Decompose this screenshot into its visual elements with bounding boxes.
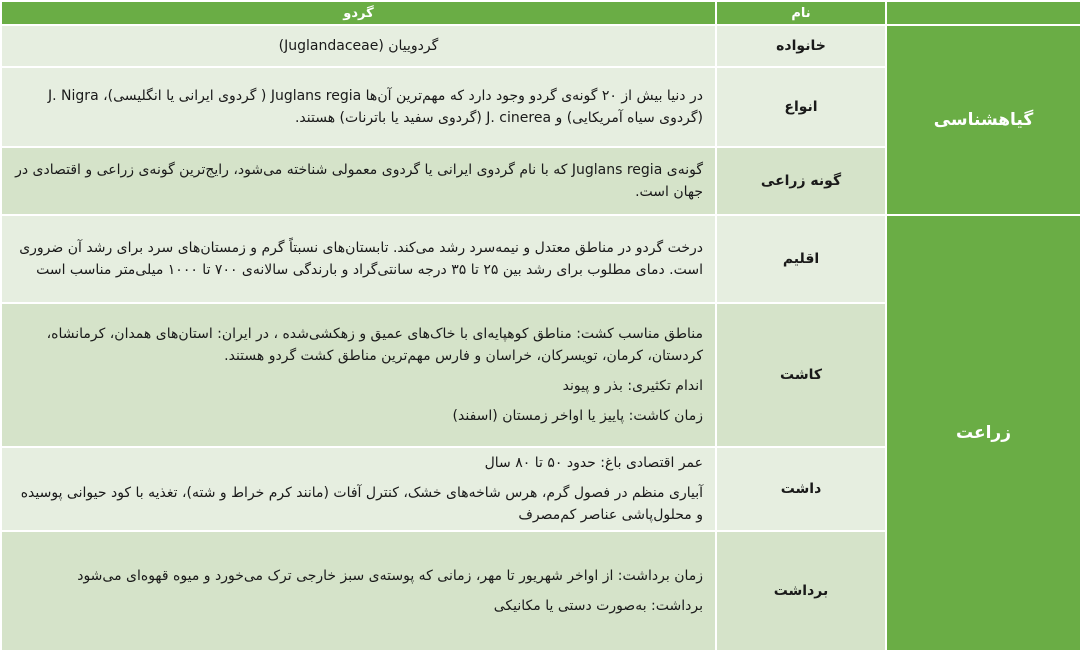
table-row-climate — [1, 215, 1080, 303]
desc-paragraph: اندام تکثیری: بذر و پیوند — [562, 378, 703, 394]
header-row — [1, 1, 1080, 25]
row-name-types: انواع — [716, 67, 886, 147]
desc-paragraph: زمان برداشت: از اواخر شهریور تا مهر، زمانی که پوسته‌ی سبز خارجی ترک می‌خورد و میوه قهوه‌ای می‌شود — [77, 568, 703, 584]
row-name-maintenance: داشت — [716, 447, 886, 531]
desc-paragraph: زمان کاشت: پاییز یا اواخر زمستان (اسفند) — [452, 408, 703, 424]
desc-paragraph: در دنیا بیش از ۲۰ گونه‌ی گردو وجود دارد که مهم‌ترین آن‌ها Juglans regia ( گردوی ایرانی یا انگلیسی)، J. Nigra (گردوی سیاه آمریکایی) و J. cinerea (گردوی سفید یا باترنات) هستند. — [48, 88, 703, 126]
row-desc-cultivated-species — [1, 147, 716, 215]
header-walnut: گردو — [1, 1, 716, 25]
desc-paragraph: مناطق مناسب کشت: مناطق کوهپایه‌ای با خاک‌های عمیق و زهکشی‌شده ، در ایران: استان‌های همدان، کرمانشاه، کردستان، کرمان، تویسرکان، خراسان و فارس مهم‌ترین مناطق کشت گردو هستند. — [46, 326, 703, 364]
row-name-family: خانواده — [716, 25, 886, 67]
desc-paragraph: برداشت: به‌صورت دستی یا مکانیکی — [493, 598, 703, 614]
category-agriculture: زراعت — [886, 215, 1080, 651]
desc-paragraph: درخت گردو در مناطق معتدل و نیمه‌سرد رشد می‌کند. تابستان‌های نسبتاً گرم و زمستان‌های سرد برای رشد آن ضروری است. دمای مطلوب برای رشد بین ۲۵ تا ۳۵ درجه سانتی‌گراد و بارندگی سالانه‌ی ۷۰۰ تا ۱۰۰۰ میلی‌متر مناسب است — [19, 240, 703, 278]
header-corner — [886, 1, 1080, 25]
table-row-family — [1, 25, 1080, 67]
desc-paragraph: عمر اقتصادی باغ: حدود ۵۰ تا ۸۰ سال — [484, 455, 703, 471]
row-desc-maintenance — [1, 447, 716, 531]
row-desc-climate — [1, 215, 716, 303]
header-name: نام — [716, 1, 886, 25]
desc-paragraph: گونه‌ی Juglans regia که با نام گردوی ایرانی یا گردوی معمولی شناخته می‌شود، رایج‌ترین گونه‌ی زراعی و اقتصادی در جهان است. — [15, 162, 703, 200]
row-desc-harvest — [1, 531, 716, 651]
row-desc-planting — [1, 303, 716, 447]
row-name-harvest: برداشت — [716, 531, 886, 651]
row-desc-family — [1, 25, 716, 67]
desc-paragraph: گردوییان (Juglandaceae) — [278, 38, 439, 54]
desc-paragraph: آبیاری منظم در فصول گرم، هرس شاخه‌های خشک، کنترل آفات (مانند کرم خراط و شته)، تغذیه با کود حیوانی پوسیده و محلول‌پاشی عناصر کم‌مصرف — [20, 485, 703, 523]
row-name-planting: کاشت — [716, 303, 886, 447]
row-name-climate: اقلیم — [716, 215, 886, 303]
row-desc-types — [1, 67, 716, 147]
category-botany: گیاهشناسی — [886, 25, 1080, 215]
row-name-cultivated-species: گونه زراعی — [716, 147, 886, 215]
